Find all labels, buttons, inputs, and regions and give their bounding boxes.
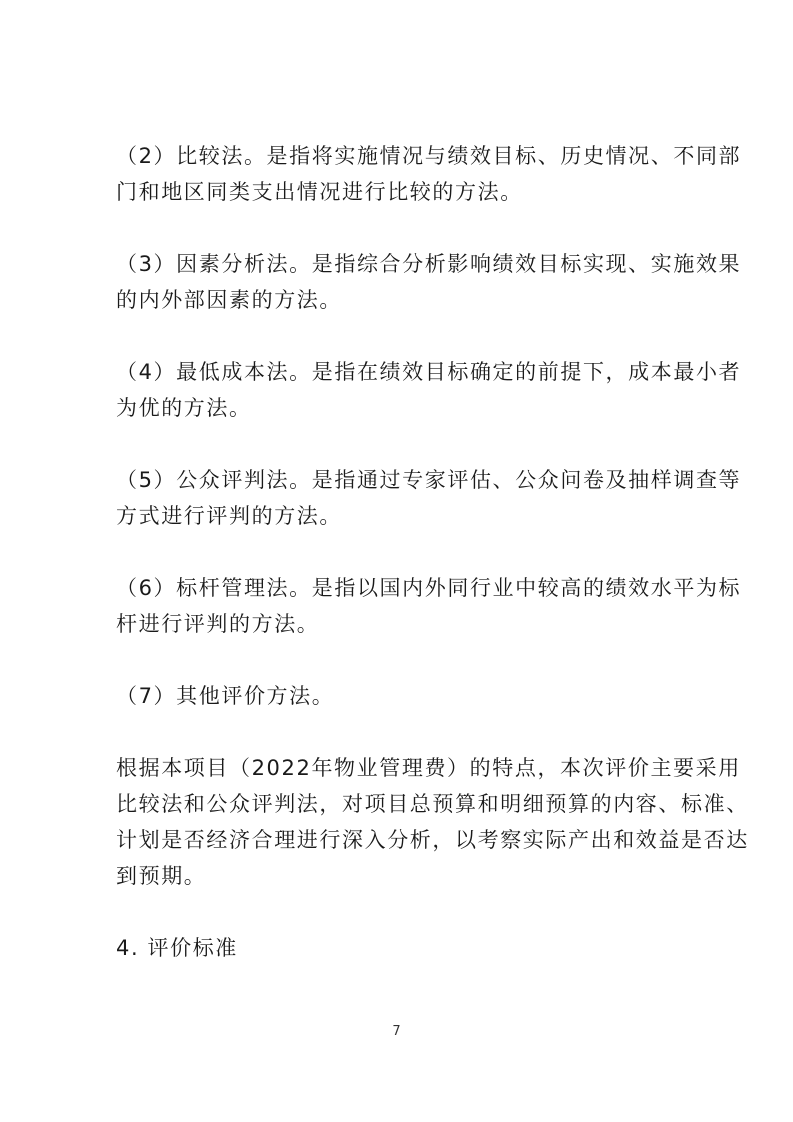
paragraph-comparison-method <box>116 138 742 210</box>
paragraph-line: 方式进行评判的方法。 <box>116 504 342 528</box>
paragraph-lowest-cost-method <box>116 354 742 426</box>
paragraph-line: （7）其他评价方法。 <box>116 684 335 708</box>
paragraph-line: 的内外部因素的方法。 <box>116 288 342 312</box>
paragraph-line: 根据本项目（2022年物业管理费）的特点，本次评价主要采用 <box>116 756 741 780</box>
paragraph-line: 比较法和公众评判法，对项目总预算和明细预算的内容、标准、 <box>116 792 749 816</box>
paragraph-line: （2）比较法。是指将实施情况与绩效目标、历史情况、不同部 <box>116 144 742 168</box>
paragraph-benchmarking-method <box>116 570 742 642</box>
paragraph-line: （3）因素分析法。是指综合分析影响绩效目标实现、实施效果 <box>116 252 742 276</box>
paragraph-line: （6）标杆管理法。是指以国内外同行业中较高的绩效水平为标 <box>116 576 742 600</box>
paragraph-line: 为优的方法。 <box>116 396 252 420</box>
paragraph-line: 杆进行评判的方法。 <box>116 612 320 636</box>
paragraph-line: （5）公众评判法。是指通过专家评估、公众问卷及抽样调查等 <box>116 468 742 492</box>
paragraph-line: 计划是否经济合理进行深入分析，以考察实际产出和效益是否达 <box>116 828 749 852</box>
section-heading: 4. 评价标准 <box>116 936 238 960</box>
paragraph-factor-analysis-method <box>116 246 742 318</box>
paragraph-project-evaluation-summary <box>116 750 749 894</box>
paragraph-other-methods <box>116 678 696 714</box>
paragraph-line: 到预期。 <box>116 864 207 888</box>
paragraph-line: 门和地区同类支出情况进行比较的方法。 <box>116 180 523 204</box>
paragraph-public-evaluation-method <box>116 462 742 534</box>
page-number: 7 <box>392 1024 401 1039</box>
paragraph-line: （4）最低成本法。是指在绩效目标确定的前提下，成本最小者 <box>116 360 742 384</box>
